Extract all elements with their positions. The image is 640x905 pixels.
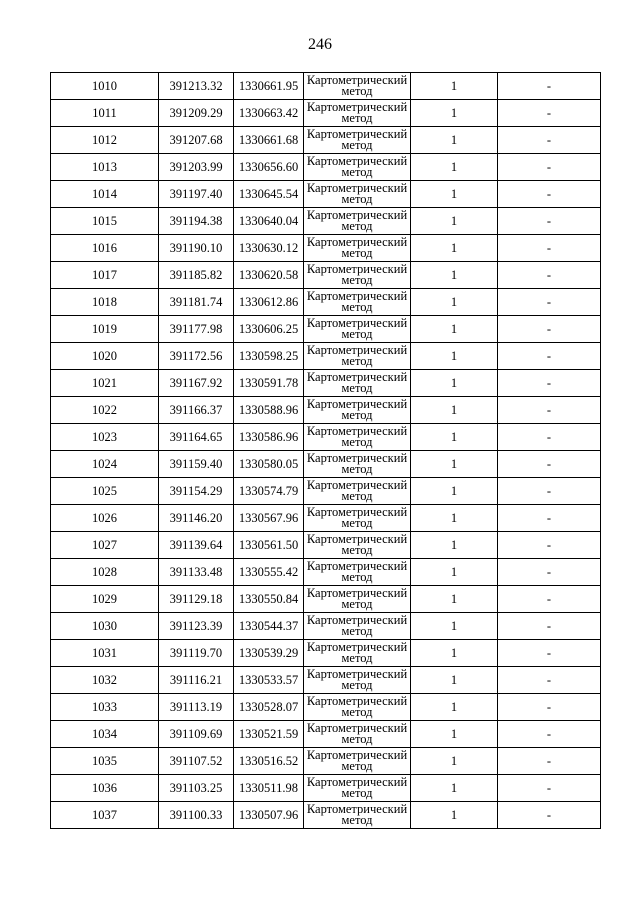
x-coordinate-cell: 391116.21 xyxy=(159,667,234,694)
x-coordinate-cell: 391167.92 xyxy=(159,370,234,397)
y-coordinate-cell: 1330521.59 xyxy=(234,721,304,748)
point-id-cell: 1037 xyxy=(51,802,159,829)
method-line-1: Картометрический xyxy=(306,748,408,762)
x-coordinate-cell: 391133.48 xyxy=(159,559,234,586)
point-id-cell: 1010 xyxy=(51,73,159,100)
table-row xyxy=(51,640,601,667)
point-id-cell: 1011 xyxy=(51,100,159,127)
table-row xyxy=(51,721,601,748)
table-body xyxy=(51,73,601,829)
table-row xyxy=(51,559,601,586)
note-cell: - xyxy=(498,478,601,505)
note-cell: - xyxy=(498,694,601,721)
method-line-1: Картометрический xyxy=(306,208,408,222)
method-line-1: Картометрический xyxy=(306,154,408,168)
precision-cell: 1 xyxy=(411,316,498,343)
method-line-2: метод xyxy=(341,759,373,773)
x-coordinate-cell: 391119.70 xyxy=(159,640,234,667)
y-coordinate-cell: 1330661.95 xyxy=(234,73,304,100)
y-coordinate-cell: 1330588.96 xyxy=(234,397,304,424)
note-cell: - xyxy=(498,154,601,181)
method-cell xyxy=(304,586,411,613)
note-cell: - xyxy=(498,181,601,208)
note-cell: - xyxy=(498,559,601,586)
method-line-2: метод xyxy=(341,111,373,125)
note-cell: - xyxy=(498,424,601,451)
method-line-2: метод xyxy=(341,462,373,476)
method-cell xyxy=(304,694,411,721)
method-line-1: Картометрический xyxy=(306,640,408,654)
y-coordinate-cell: 1330620.58 xyxy=(234,262,304,289)
y-coordinate-cell: 1330612.86 xyxy=(234,289,304,316)
point-id-cell: 1022 xyxy=(51,397,159,424)
x-coordinate-cell: 391166.37 xyxy=(159,397,234,424)
method-cell xyxy=(304,181,411,208)
table-row xyxy=(51,748,601,775)
point-id-cell: 1034 xyxy=(51,721,159,748)
note-cell: - xyxy=(498,289,601,316)
method-cell xyxy=(304,316,411,343)
method-cell xyxy=(304,748,411,775)
method-cell xyxy=(304,208,411,235)
method-cell xyxy=(304,532,411,559)
note-cell: - xyxy=(498,73,601,100)
point-id-cell: 1026 xyxy=(51,505,159,532)
note-cell: - xyxy=(498,586,601,613)
point-id-cell: 1017 xyxy=(51,262,159,289)
method-cell xyxy=(304,775,411,802)
point-id-cell: 1013 xyxy=(51,154,159,181)
precision-cell: 1 xyxy=(411,505,498,532)
table-row xyxy=(51,451,601,478)
precision-cell: 1 xyxy=(411,154,498,181)
method-line-1: Картометрический xyxy=(306,478,408,492)
method-cell xyxy=(304,73,411,100)
table-row xyxy=(51,424,601,451)
x-coordinate-cell: 391159.40 xyxy=(159,451,234,478)
y-coordinate-cell: 1330550.84 xyxy=(234,586,304,613)
point-id-cell: 1031 xyxy=(51,640,159,667)
point-id-cell: 1019 xyxy=(51,316,159,343)
method-line-1: Картометрический xyxy=(306,235,408,249)
table-row xyxy=(51,613,601,640)
table-row xyxy=(51,343,601,370)
method-line-2: метод xyxy=(341,327,373,341)
method-line-2: метод xyxy=(341,138,373,152)
x-coordinate-cell: 391203.99 xyxy=(159,154,234,181)
note-cell: - xyxy=(498,100,601,127)
x-coordinate-cell: 391194.38 xyxy=(159,208,234,235)
method-line-2: метод xyxy=(341,624,373,638)
precision-cell: 1 xyxy=(411,640,498,667)
table-row xyxy=(51,181,601,208)
x-coordinate-cell: 391207.68 xyxy=(159,127,234,154)
y-coordinate-cell: 1330511.98 xyxy=(234,775,304,802)
point-id-cell: 1035 xyxy=(51,748,159,775)
method-line-1: Картометрический xyxy=(306,775,408,789)
y-coordinate-cell: 1330516.52 xyxy=(234,748,304,775)
method-cell xyxy=(304,289,411,316)
note-cell: - xyxy=(498,397,601,424)
y-coordinate-cell: 1330539.29 xyxy=(234,640,304,667)
method-line-2: метод xyxy=(341,705,373,719)
y-coordinate-cell: 1330586.96 xyxy=(234,424,304,451)
point-id-cell: 1025 xyxy=(51,478,159,505)
note-cell: - xyxy=(498,370,601,397)
method-cell xyxy=(304,424,411,451)
y-coordinate-cell: 1330640.04 xyxy=(234,208,304,235)
precision-cell: 1 xyxy=(411,694,498,721)
method-line-2: метод xyxy=(341,570,373,584)
precision-cell: 1 xyxy=(411,721,498,748)
method-line-1: Картометрический xyxy=(306,505,408,519)
note-cell: - xyxy=(498,505,601,532)
precision-cell: 1 xyxy=(411,370,498,397)
method-line-2: метод xyxy=(341,813,373,827)
y-coordinate-cell: 1330606.25 xyxy=(234,316,304,343)
note-cell: - xyxy=(498,451,601,478)
method-line-1: Картометрический xyxy=(306,721,408,735)
table-row xyxy=(51,316,601,343)
note-cell: - xyxy=(498,748,601,775)
note-cell: - xyxy=(498,640,601,667)
method-line-2: метод xyxy=(341,597,373,611)
method-cell xyxy=(304,127,411,154)
method-line-2: метод xyxy=(341,732,373,746)
table-row xyxy=(51,586,601,613)
method-cell xyxy=(304,613,411,640)
method-cell xyxy=(304,559,411,586)
table-row xyxy=(51,289,601,316)
method-line-2: метод xyxy=(341,300,373,314)
y-coordinate-cell: 1330656.60 xyxy=(234,154,304,181)
method-cell xyxy=(304,100,411,127)
method-line-1: Картометрический xyxy=(306,451,408,465)
point-id-cell: 1036 xyxy=(51,775,159,802)
method-line-2: метод xyxy=(341,489,373,503)
method-cell xyxy=(304,397,411,424)
method-line-1: Картометрический xyxy=(306,73,408,87)
y-coordinate-cell: 1330591.78 xyxy=(234,370,304,397)
method-line-2: метод xyxy=(341,273,373,287)
precision-cell: 1 xyxy=(411,532,498,559)
coordinates-table xyxy=(50,72,601,829)
point-id-cell: 1027 xyxy=(51,532,159,559)
precision-cell: 1 xyxy=(411,478,498,505)
note-cell: - xyxy=(498,208,601,235)
precision-cell: 1 xyxy=(411,802,498,829)
precision-cell: 1 xyxy=(411,586,498,613)
table-row xyxy=(51,478,601,505)
method-line-2: метод xyxy=(341,786,373,800)
x-coordinate-cell: 391185.82 xyxy=(159,262,234,289)
table-row xyxy=(51,694,601,721)
point-id-cell: 1023 xyxy=(51,424,159,451)
method-line-1: Картометрический xyxy=(306,343,408,357)
point-id-cell: 1012 xyxy=(51,127,159,154)
method-line-1: Картометрический xyxy=(306,181,408,195)
precision-cell: 1 xyxy=(411,289,498,316)
method-line-1: Картометрический xyxy=(306,127,408,141)
table-row xyxy=(51,370,601,397)
x-coordinate-cell: 391209.29 xyxy=(159,100,234,127)
x-coordinate-cell: 391190.10 xyxy=(159,235,234,262)
point-id-cell: 1028 xyxy=(51,559,159,586)
y-coordinate-cell: 1330555.42 xyxy=(234,559,304,586)
table-row xyxy=(51,802,601,829)
y-coordinate-cell: 1330533.57 xyxy=(234,667,304,694)
x-coordinate-cell: 391123.39 xyxy=(159,613,234,640)
y-coordinate-cell: 1330567.96 xyxy=(234,505,304,532)
precision-cell: 1 xyxy=(411,559,498,586)
y-coordinate-cell: 1330561.50 xyxy=(234,532,304,559)
note-cell: - xyxy=(498,316,601,343)
method-cell xyxy=(304,505,411,532)
method-line-1: Картометрический xyxy=(306,100,408,114)
y-coordinate-cell: 1330598.25 xyxy=(234,343,304,370)
point-id-cell: 1033 xyxy=(51,694,159,721)
x-coordinate-cell: 391100.33 xyxy=(159,802,234,829)
method-cell xyxy=(304,802,411,829)
table-row xyxy=(51,775,601,802)
precision-cell: 1 xyxy=(411,208,498,235)
method-line-1: Картометрический xyxy=(306,424,408,438)
method-line-2: метод xyxy=(341,435,373,449)
precision-cell: 1 xyxy=(411,73,498,100)
x-coordinate-cell: 391139.64 xyxy=(159,532,234,559)
x-coordinate-cell: 391129.18 xyxy=(159,586,234,613)
point-id-cell: 1030 xyxy=(51,613,159,640)
point-id-cell: 1014 xyxy=(51,181,159,208)
x-coordinate-cell: 391164.65 xyxy=(159,424,234,451)
table-row xyxy=(51,235,601,262)
method-line-1: Картометрический xyxy=(306,289,408,303)
note-cell: - xyxy=(498,343,601,370)
method-line-1: Картометрический xyxy=(306,397,408,411)
table-row xyxy=(51,532,601,559)
x-coordinate-cell: 391146.20 xyxy=(159,505,234,532)
precision-cell: 1 xyxy=(411,451,498,478)
point-id-cell: 1015 xyxy=(51,208,159,235)
note-cell: - xyxy=(498,262,601,289)
x-coordinate-cell: 391172.56 xyxy=(159,343,234,370)
method-cell xyxy=(304,235,411,262)
method-line-1: Картометрический xyxy=(306,613,408,627)
method-cell xyxy=(304,154,411,181)
method-line-2: метод xyxy=(341,543,373,557)
precision-cell: 1 xyxy=(411,343,498,370)
method-cell xyxy=(304,640,411,667)
method-line-2: метод xyxy=(341,678,373,692)
table-row xyxy=(51,505,601,532)
method-cell xyxy=(304,262,411,289)
y-coordinate-cell: 1330528.07 xyxy=(234,694,304,721)
method-line-1: Картометрический xyxy=(306,802,408,816)
method-cell xyxy=(304,451,411,478)
point-id-cell: 1020 xyxy=(51,343,159,370)
x-coordinate-cell: 391113.19 xyxy=(159,694,234,721)
method-line-2: метод xyxy=(341,354,373,368)
method-cell xyxy=(304,667,411,694)
method-line-1: Картометрический xyxy=(306,316,408,330)
method-line-1: Картометрический xyxy=(306,586,408,600)
x-coordinate-cell: 391109.69 xyxy=(159,721,234,748)
y-coordinate-cell: 1330574.79 xyxy=(234,478,304,505)
method-line-2: метод xyxy=(341,651,373,665)
method-line-1: Картометрический xyxy=(306,262,408,276)
table-row xyxy=(51,667,601,694)
precision-cell: 1 xyxy=(411,235,498,262)
point-id-cell: 1024 xyxy=(51,451,159,478)
method-line-2: метод xyxy=(341,408,373,422)
note-cell: - xyxy=(498,667,601,694)
note-cell: - xyxy=(498,775,601,802)
y-coordinate-cell: 1330630.12 xyxy=(234,235,304,262)
y-coordinate-cell: 1330544.37 xyxy=(234,613,304,640)
precision-cell: 1 xyxy=(411,100,498,127)
method-line-2: метод xyxy=(341,246,373,260)
precision-cell: 1 xyxy=(411,397,498,424)
method-line-1: Картометрический xyxy=(306,370,408,384)
method-line-2: метод xyxy=(341,219,373,233)
method-line-1: Картометрический xyxy=(306,559,408,573)
x-coordinate-cell: 391107.52 xyxy=(159,748,234,775)
point-id-cell: 1032 xyxy=(51,667,159,694)
x-coordinate-cell: 391103.25 xyxy=(159,775,234,802)
point-id-cell: 1029 xyxy=(51,586,159,613)
x-coordinate-cell: 391154.29 xyxy=(159,478,234,505)
y-coordinate-cell: 1330661.68 xyxy=(234,127,304,154)
precision-cell: 1 xyxy=(411,667,498,694)
method-cell xyxy=(304,343,411,370)
method-cell xyxy=(304,370,411,397)
method-line-1: Картометрический xyxy=(306,532,408,546)
table-row xyxy=(51,127,601,154)
note-cell: - xyxy=(498,235,601,262)
note-cell: - xyxy=(498,721,601,748)
method-line-2: метод xyxy=(341,165,373,179)
precision-cell: 1 xyxy=(411,262,498,289)
point-id-cell: 1016 xyxy=(51,235,159,262)
method-cell xyxy=(304,478,411,505)
table-row xyxy=(51,73,601,100)
method-line-1: Картометрический xyxy=(306,694,408,708)
table-row xyxy=(51,208,601,235)
y-coordinate-cell: 1330663.42 xyxy=(234,100,304,127)
precision-cell: 1 xyxy=(411,748,498,775)
x-coordinate-cell: 391213.32 xyxy=(159,73,234,100)
table-row xyxy=(51,100,601,127)
precision-cell: 1 xyxy=(411,775,498,802)
table-row xyxy=(51,154,601,181)
page-number: 246 xyxy=(308,36,332,53)
note-cell: - xyxy=(498,802,601,829)
method-line-2: метод xyxy=(341,516,373,530)
method-line-2: метод xyxy=(341,381,373,395)
note-cell: - xyxy=(498,532,601,559)
table-row xyxy=(51,262,601,289)
y-coordinate-cell: 1330507.96 xyxy=(234,802,304,829)
method-line-1: Картометрический xyxy=(306,667,408,681)
precision-cell: 1 xyxy=(411,424,498,451)
point-id-cell: 1021 xyxy=(51,370,159,397)
precision-cell: 1 xyxy=(411,613,498,640)
method-line-2: метод xyxy=(341,84,373,98)
precision-cell: 1 xyxy=(411,127,498,154)
note-cell: - xyxy=(498,127,601,154)
precision-cell: 1 xyxy=(411,181,498,208)
point-id-cell: 1018 xyxy=(51,289,159,316)
x-coordinate-cell: 391197.40 xyxy=(159,181,234,208)
note-cell: - xyxy=(498,613,601,640)
method-line-2: метод xyxy=(341,192,373,206)
method-cell xyxy=(304,721,411,748)
y-coordinate-cell: 1330645.54 xyxy=(234,181,304,208)
table-row xyxy=(51,397,601,424)
y-coordinate-cell: 1330580.05 xyxy=(234,451,304,478)
x-coordinate-cell: 391181.74 xyxy=(159,289,234,316)
x-coordinate-cell: 391177.98 xyxy=(159,316,234,343)
